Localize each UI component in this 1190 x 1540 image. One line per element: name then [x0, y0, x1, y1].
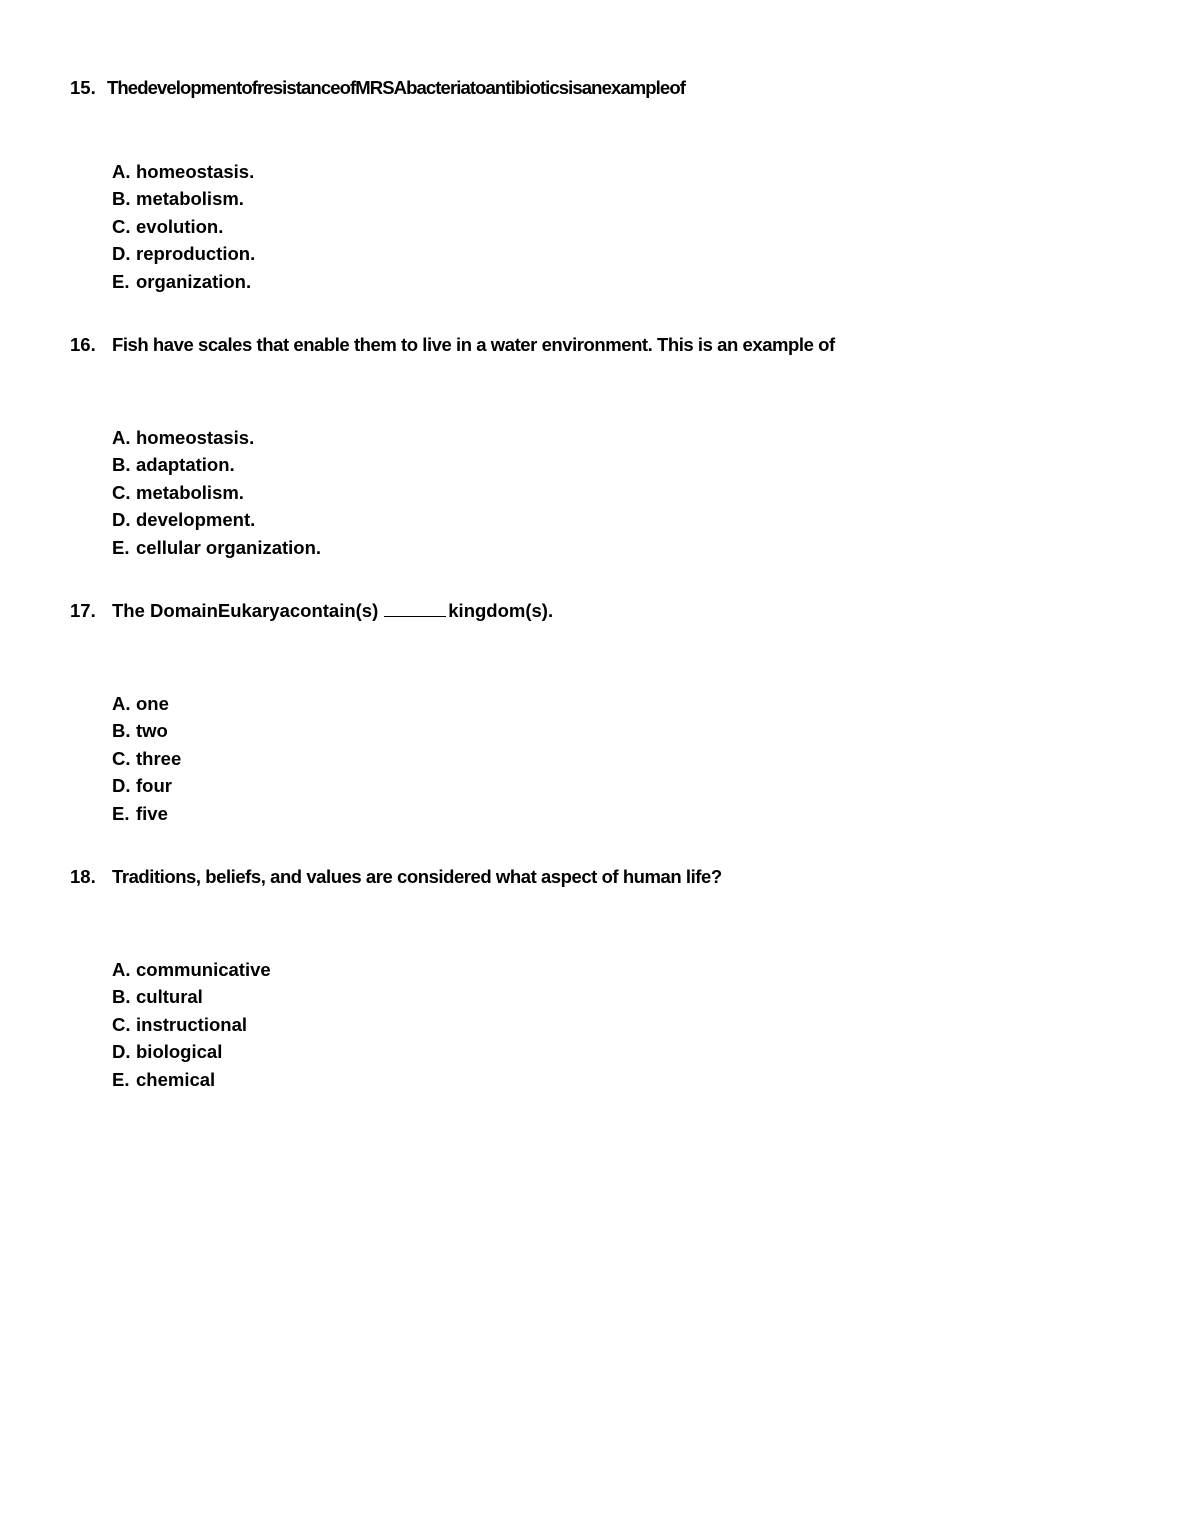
option-letter: E.	[112, 270, 130, 292]
option-text: biological	[136, 1041, 223, 1063]
option-text: one	[136, 693, 169, 714]
option-letter: E.	[112, 1068, 130, 1090]
option-a[interactable]	[112, 956, 271, 983]
question-text-after-blank: kingdom(s).	[448, 600, 554, 621]
option-text: reproduction.	[136, 243, 256, 265]
question-text: Fish have scales that enable them to live in a water environment. This is an example of	[112, 334, 835, 355]
option-letter: C.	[112, 1013, 131, 1035]
option-letter: B.	[112, 188, 131, 210]
option-text: cultural	[136, 986, 203, 1008]
option-d[interactable]	[112, 772, 181, 799]
option-text: development.	[136, 509, 256, 531]
option-e[interactable]	[112, 800, 181, 827]
option-c[interactable]	[112, 213, 255, 240]
option-letter: E.	[112, 536, 130, 558]
option-letter: B.	[112, 986, 131, 1008]
option-c[interactable]	[112, 479, 321, 506]
question-text-before-blank: The DomainEukaryacontain(s)	[112, 600, 379, 621]
answer-options	[112, 424, 321, 561]
option-text: instructional	[136, 1013, 248, 1035]
question-15	[70, 75, 1150, 292]
option-letter: A.	[112, 959, 131, 980]
question-text: Traditions, beliefs, and values are considered what aspect of human life?	[112, 866, 722, 887]
option-e[interactable]	[112, 268, 255, 295]
option-text: five	[136, 802, 168, 824]
option-text: organization.	[136, 270, 252, 292]
option-letter: C.	[112, 215, 131, 237]
option-b[interactable]	[112, 451, 321, 478]
option-b[interactable]	[112, 717, 181, 744]
option-letter: B.	[112, 720, 131, 742]
option-b[interactable]	[112, 185, 255, 212]
fill-in-blank[interactable]	[384, 599, 446, 617]
option-letter: A.	[112, 427, 131, 448]
option-text: cellular organization.	[136, 536, 322, 558]
option-a[interactable]	[112, 158, 255, 185]
option-text: homeostasis.	[136, 161, 255, 182]
question-17	[70, 598, 1150, 824]
option-letter: C.	[112, 481, 131, 503]
question-16	[70, 332, 1150, 558]
option-letter: D.	[112, 243, 131, 265]
question-text	[112, 598, 553, 624]
option-c[interactable]	[112, 1011, 271, 1038]
option-d[interactable]	[112, 1038, 271, 1065]
answer-options	[112, 158, 255, 295]
option-text: chemical	[136, 1068, 216, 1090]
option-b[interactable]	[112, 983, 271, 1010]
option-letter: C.	[112, 747, 131, 769]
option-a[interactable]	[112, 690, 181, 717]
option-text: two	[136, 720, 168, 742]
option-d[interactable]	[112, 240, 255, 267]
option-a[interactable]	[112, 424, 321, 451]
question-stem	[70, 332, 1150, 358]
option-letter: A.	[112, 693, 131, 714]
question-number: 17.	[70, 600, 96, 621]
option-d[interactable]	[112, 506, 321, 533]
option-letter: E.	[112, 802, 130, 824]
question-stem	[70, 864, 1150, 890]
option-letter: D.	[112, 509, 131, 531]
option-text: metabolism.	[136, 188, 244, 210]
question-number: 15.	[70, 77, 96, 98]
option-text: metabolism.	[136, 481, 244, 503]
option-c[interactable]	[112, 745, 181, 772]
question-stem	[70, 598, 1150, 624]
answer-options	[112, 956, 271, 1093]
question-18	[70, 864, 1150, 1090]
option-text: homeostasis.	[136, 427, 255, 448]
option-text: evolution.	[136, 215, 224, 237]
option-letter: D.	[112, 775, 131, 797]
question-number: 18.	[70, 866, 96, 887]
question-number: 16.	[70, 334, 96, 355]
option-text: three	[136, 747, 182, 769]
option-e[interactable]	[112, 534, 321, 561]
option-e[interactable]	[112, 1066, 271, 1093]
option-text: communicative	[136, 959, 271, 980]
question-text: ThedevelopmentofresistanceofMRSAbacteriatoantibioticsisanexampleof	[107, 77, 685, 98]
option-letter: A.	[112, 161, 131, 182]
option-letter: D.	[112, 1041, 131, 1063]
option-letter: B.	[112, 454, 131, 476]
question-stem	[70, 75, 1150, 101]
answer-options	[112, 690, 181, 827]
option-text: four	[136, 775, 172, 797]
option-text: adaptation.	[136, 454, 235, 476]
